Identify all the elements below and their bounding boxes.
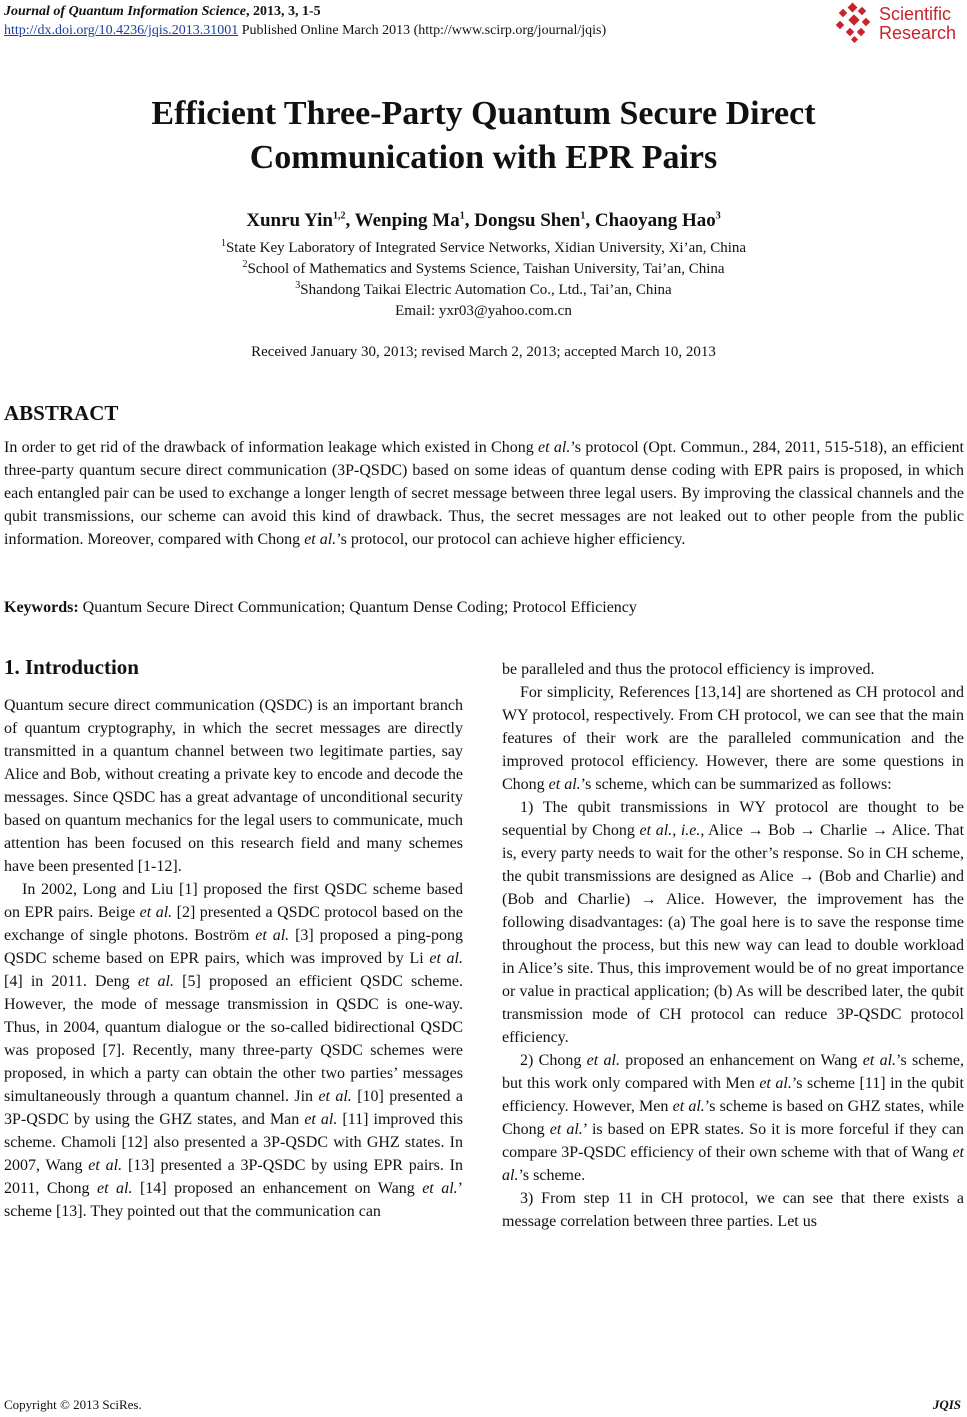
paragraph-text: [14] proposed an enhancement on Wang	[132, 1180, 423, 1197]
author-email: Email: yxr03@yahoo.com.cn	[395, 303, 572, 319]
italic-text: et al.	[318, 1088, 352, 1105]
italic-text: et al.	[586, 1052, 620, 1069]
copyright-footer: Copyright © 2013 SciRes.	[4, 1397, 142, 1412]
keywords-text: Quantum Secure Direct Communication; Quantum Dense Coding; Protocol Efficiency	[78, 599, 637, 616]
body-paragraph	[502, 1049, 964, 1187]
paragraph-text: be paralleled and thus the protocol efficiency is improved.	[502, 661, 875, 678]
paragraph-text: ,	[672, 822, 681, 839]
paragraph-text: [13] presented a 3P-QSDC by using EPR pairs. In 2011, Chong	[4, 1157, 463, 1197]
italic-text: i.e.	[680, 822, 701, 839]
paragraph-text: ’ scheme [13]. They pointed out that the communication can	[4, 1180, 463, 1220]
body-paragraph	[502, 796, 964, 1049]
italic-text: et al.	[548, 776, 581, 793]
italic-text: et al.	[639, 822, 673, 839]
body-paragraph	[502, 658, 964, 681]
abstract-body	[4, 436, 964, 551]
paragraph-text: [11] improved this scheme. Chamoli [12] also presented a 3P-QSDC with GHZ states. In 2007, Wang	[4, 1111, 464, 1174]
italic-text: et al.	[672, 1098, 705, 1115]
italic-text: et al.	[139, 904, 173, 921]
author-name: Chaoyang Hao	[594, 210, 716, 231]
doi-link[interactable]: http://dx.doi.org/10.4236/jqis.2013.31001	[4, 23, 239, 38]
paper-title	[0, 92, 967, 180]
italic-text: et al.	[502, 1144, 964, 1184]
body-paragraph	[502, 681, 964, 796]
paragraph-text: ’s scheme.	[518, 1167, 586, 1184]
italic-text: et al.	[137, 973, 174, 990]
author-separator: ,	[345, 210, 355, 231]
author-affil-marker: 1,2	[333, 210, 346, 222]
left-column	[4, 694, 463, 1223]
abstract-heading: ABSTRACT	[4, 401, 119, 425]
journal-doi-line	[4, 23, 606, 39]
paragraph-text: 2) Chong	[520, 1052, 587, 1069]
paragraph-text: 1) The qubit transmissions in WY protocol are thought to be sequential by Chong	[502, 799, 964, 839]
paragraph-text: ’s scheme, which can be summarized as follows:	[580, 776, 892, 793]
abstract-etal: et al.	[304, 531, 337, 548]
italic-text: et al.	[255, 927, 290, 944]
affiliation-1	[0, 240, 967, 257]
right-column	[502, 658, 964, 1233]
paragraph-text: ’s scheme, but this work only compared with Men	[502, 1052, 965, 1092]
author-separator: ,	[464, 210, 475, 231]
italic-text: et al.	[304, 1111, 338, 1128]
italic-text: et al.	[429, 950, 463, 967]
paragraph-text: 3) From step 11 in CH protocol, we can see that there exists a message correlation between three parties. Let us	[502, 1190, 964, 1230]
paragraph-text: In 2002, Long and Liu [1] proposed the first QSDC scheme based on EPR pairs. Beige	[4, 881, 463, 921]
italic-text: et al.	[88, 1157, 123, 1174]
affil-marker: 1	[220, 238, 226, 249]
body-paragraph	[4, 694, 463, 878]
author-affil-marker: 3	[715, 210, 721, 222]
abstract-text: ’s protocol (Opt. Commun., 284, 2011, 515-518), an efficient three-party quantum secure direct communication (3P-QSDC) based on some ideas of quantum dense coding with EPR pairs is proposed, in which each entangled pair can be used to exchange a longer length of secret message between three legal users. By improving the classical channels and the qubit transmissions, our scheme can avoid this kind of drawback. Thus, the secret messages are not leaked out to other people from the public information. Moreover, compared with Chong	[4, 439, 965, 548]
affiliation-text: State Key Laboratory of Integrated Service Networks, Xidian University, Xi’an, China	[225, 240, 747, 256]
affil-marker: 2	[242, 259, 248, 270]
paragraph-text: , Alice → Bob → Charlie → Alice. That is, every party needs to wait for the other’s response. So in CH scheme, the qubit transmissions are designed as Alice → (Bob and Charlie) and (Bob and Charlie) → Alice. However, the improvement has the following disadvantages: (a) The goal here is to save the response time throughout the process, but this new way can lead to double workload in Alice’s site. Thus, this improvement would be of no great importance or value in practical application; (b) As will be described later, the qubit transmission mode of CH protocol can reduce 3P-QSDC protocol efficiency.	[502, 822, 965, 1046]
affiliation-2	[0, 261, 967, 278]
affiliation-3	[0, 282, 967, 299]
keywords-label: Keywords:	[4, 599, 79, 616]
paragraph-text: [10] presented a 3P-QSDC by using the GHZ states, and Man	[4, 1088, 464, 1128]
section-heading-introduction: 1. Introduction	[4, 655, 139, 679]
italic-text: et al.	[862, 1052, 897, 1069]
logo-text-line2: Research	[879, 23, 957, 43]
published-note: Published Online March 2013 (http://www.scirp.org/journal/jqis)	[238, 23, 607, 38]
scientific-research-logo	[833, 2, 961, 46]
italic-text: et al.	[759, 1075, 792, 1092]
paragraph-text: [2] presented a QSDC protocol based on the exchange of single photons. Boström	[4, 904, 463, 944]
affiliation-text: School of Mathematics and Systems Science, Taishan University, Tai’an, China	[247, 261, 725, 277]
paragraph-text: proposed an enhancement on Wang	[619, 1052, 863, 1069]
paragraph-text: ’s scheme is based on GHZ states, while Chong	[502, 1098, 964, 1138]
abstract-text: In order to get rid of the drawback of information leakage which existed in Chong	[4, 439, 539, 456]
keywords	[4, 599, 964, 617]
italic-text: et al.	[549, 1121, 583, 1138]
paragraph-text: [3] proposed a ping-pong QSDC scheme based on EPR pairs, which was improved by Li	[4, 927, 463, 967]
logo-mark-icon	[833, 2, 875, 44]
italic-text: et al.	[97, 1180, 133, 1197]
paragraph-text: For simplicity, References [13,14] are shortened as CH protocol and WY protocol, respectively. From CH protocol, we can see that the main features of their work are the paralleled communication and the improved protocol efficiency. However, there are some questions in Chong	[502, 684, 964, 793]
author-name: Dongsu Shen	[474, 210, 581, 231]
paragraph-text: ’ is based on EPR states. So it is more forceful if they can compare 3P-QSDC efficiency of their own scheme with that of Wang	[502, 1121, 964, 1161]
italic-text: et al.	[422, 1180, 458, 1197]
body-paragraph	[4, 878, 463, 1223]
journal-citation: , 2013, 3, 1-5	[245, 4, 321, 19]
journal-header	[4, 4, 321, 20]
abstract-text: ’s protocol, our protocol can achieve higher efficiency.	[336, 531, 686, 548]
affil-marker: 3	[295, 280, 301, 291]
paragraph-text: Quantum secure direct communication (QSDC) is an important branch of quantum cryptography, in which the secret messages are directly transmitted in a quantum channel between two legitimate parties, say Alice and Bob, without creating a private key to encode and decode the messages. Since QSDC has a great advantage of unconditional security based on quantum mechanics for the legal users to communicate, much attention has been focused on this research field and many schemes have been presented [1-12].	[4, 697, 463, 875]
author-name: Xunru Yin	[246, 210, 333, 231]
journal-abbreviation: JQIS	[932, 1397, 961, 1412]
title-line-2: Communication with EPR Pairs	[249, 139, 718, 176]
author-affil-marker: 1	[580, 210, 586, 222]
abstract-etal: et al.	[538, 439, 571, 456]
paragraph-text: [4] in 2011. Deng	[4, 973, 138, 990]
logo-text-line1: Scientific	[879, 4, 952, 24]
journal-name: Journal of Quantum Information Science	[4, 4, 246, 19]
paragraph-text: ’s scheme [11] in the qubit efficiency. However, Men	[502, 1075, 964, 1115]
title-line-1: Efficient Three-Party Quantum Secure Direct	[151, 95, 816, 132]
body-paragraph	[502, 1187, 964, 1233]
paragraph-text: [5] proposed an efficient QSDC scheme. However, the mode of message transmission in QSDC is one-way. Thus, in 2004, quantum dialogue or the so-called bidirectional QSDC was proposed [7]. Recently, many three-party QSDC schemes were proposed, in which a party can obtain the other two parties’ messages simultaneously through a quantum channel. Jin	[4, 973, 464, 1105]
author-name: Wenping Ma	[354, 210, 460, 231]
author-affil-marker: 1	[459, 210, 465, 222]
author-list	[0, 210, 967, 232]
affiliation-text: Shandong Taikai Electric Automation Co., Ltd., Tai’an, China	[300, 282, 672, 298]
author-separator: ,	[585, 210, 595, 231]
received-dates: Received January 30, 2013; revised March 2, 2013; accepted March 10, 2013	[251, 344, 716, 360]
